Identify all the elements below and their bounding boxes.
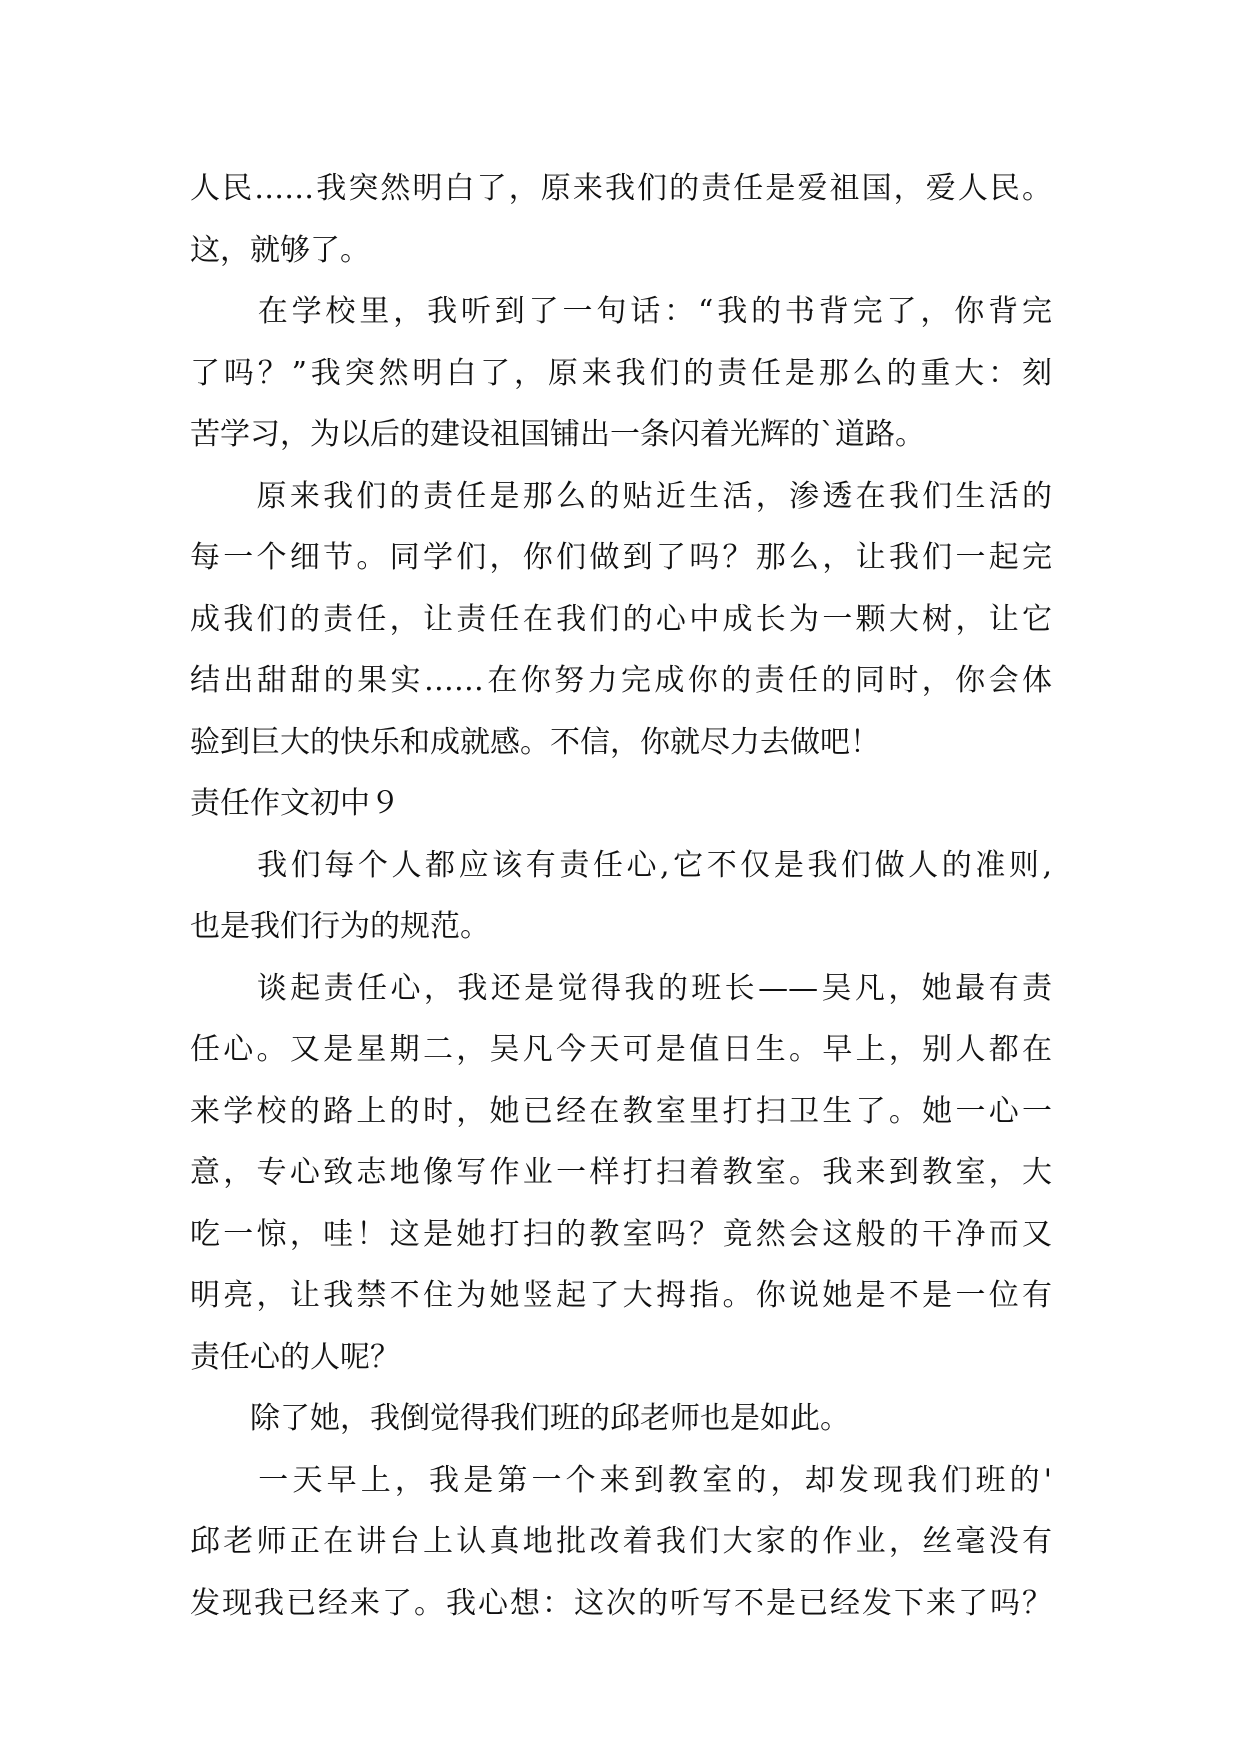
text-line: 任心。又是星期二，吴凡今天可是值日生。早上，别人都在 <box>190 1032 1052 1067</box>
text-line: 意，专心致志地像写作业一样打扫着教室。我来到教室，大 <box>190 1155 1052 1190</box>
paragraph-start-line: 除了她，我倒觉得我们班的邱老师也是如此。 <box>190 1401 850 1436</box>
text-line: 人民……我突然明白了，原来我们的责任是爱祖国，爱人民。 <box>190 171 1052 206</box>
text-line: 邱老师正在讲台上认真地批改着我们大家的作业，丝毫没有 <box>190 1524 1052 1559</box>
text-line: 明亮，让我禁不住为她竖起了大拇指。你说她是不是一位有 <box>190 1278 1052 1313</box>
text-line: 这，就够了。 <box>190 232 370 268</box>
text-line: 吃一惊，哇！这是她打扫的教室吗？竟然会这般的干净而又 <box>190 1216 1052 1252</box>
paragraph-start-line: 原来我们的责任是那么的贴近生活，渗透在我们生活的 <box>190 478 1052 514</box>
paragraph-start-line: 在学校里，我听到了一句话：“我的书背完了，你背完 <box>190 294 1052 329</box>
text-line: 来学校的路上的时，她已经在教室里打扫卫生了。她一心一 <box>190 1093 1052 1129</box>
text-line: 也是我们行为的规范。 <box>190 909 490 944</box>
section-heading: 责任作文初中９ <box>190 786 400 821</box>
paragraph-start-line: 谈起责任心，我还是觉得我的班长——吴凡，她最有责 <box>190 970 1052 1006</box>
text-line: 结出甜甜的果实……在你努力完成你的责任的同时，你会体 <box>190 663 1052 698</box>
text-line: 责任心的人呢？ <box>190 1339 400 1375</box>
text-line: 成我们的责任，让责任在我们的心中成长为一颗大树，让它 <box>190 601 1052 637</box>
paragraph-start-line: 一天早上，我是第一个来到教室的，却发现我们班的' <box>190 1462 1052 1498</box>
text-line: 每一个细节。同学们，你们做到了吗？那么，让我们一起完 <box>190 540 1052 575</box>
paragraph-start-line: 我们每个人都应该有责任心,它不仅是我们做人的准则, <box>190 847 1052 883</box>
article-body <box>190 158 1052 1634</box>
text-line: 了吗？”我突然明白了，原来我们的责任是那么的重大：刻 <box>190 355 1052 391</box>
text-line: 验到巨大的快乐和成就感。不信，你就尽力去做吧！ <box>190 724 880 760</box>
text-line: 苦学习，为以后的建设祖国铺出一条闪着光辉的`道路。 <box>190 417 925 452</box>
text-line: 发现我已经来了。我心想：这次的听写不是已经发下来了吗？ <box>190 1585 1052 1621</box>
